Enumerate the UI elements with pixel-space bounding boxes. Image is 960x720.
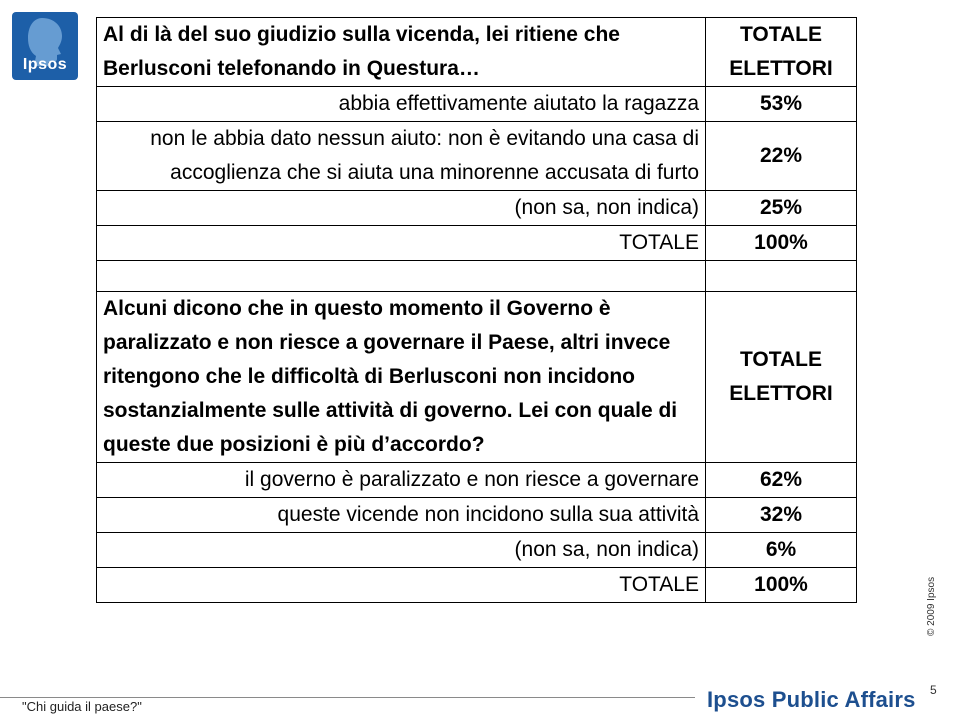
- spacer-cell: [97, 261, 706, 292]
- spacer-row: [97, 261, 857, 292]
- table-row: [97, 498, 857, 533]
- footer-divider: [0, 697, 695, 698]
- answer-value: 6%: [706, 533, 857, 568]
- answer-label: queste vicende non incidono sulla sua attività: [97, 498, 706, 533]
- table-row: [97, 191, 857, 226]
- answer-label: non le abbia dato nessun aiuto: non è evitando una casa di accoglienza che si aiuta una minorenne accusata di furto: [97, 122, 706, 191]
- answer-value: 22%: [706, 122, 857, 191]
- total-value: 100%: [706, 568, 857, 603]
- answer-value: 25%: [706, 191, 857, 226]
- answer-label: (non sa, non indica): [97, 533, 706, 568]
- survey-table: [96, 17, 857, 603]
- table-row: [97, 463, 857, 498]
- answer-label: abbia effettivamente aiutato la ragazza: [97, 87, 706, 122]
- table-row: [97, 533, 857, 568]
- ipsos-logo: [12, 12, 78, 80]
- question1-text: Al di là del suo giudizio sulla vicenda, lei ritiene che Berlusconi telefonando in Questura…: [97, 18, 706, 87]
- answer-label: (non sa, non indica): [97, 191, 706, 226]
- logo-text: Ipsos: [22, 56, 68, 73]
- total-label: TOTALE: [97, 568, 706, 603]
- answer-value: 62%: [706, 463, 857, 498]
- table-row: [97, 122, 857, 191]
- table-row-total: [97, 226, 857, 261]
- table-row: [97, 87, 857, 122]
- question1-row: [97, 18, 857, 87]
- spacer-cell: [706, 261, 857, 292]
- answer-label: il governo è paralizzato e non riesce a governare: [97, 463, 706, 498]
- question2-row: [97, 292, 857, 463]
- question2-text: Alcuni dicono che in questo momento il Governo è paralizzato e non riesce a governare il Paese, altri invece ritengono che le difficoltà di Berlusconi non incidono sostanzialmente sulle attività di governo. Lei con quale di queste due posizioni è più d’accordo?: [97, 292, 706, 463]
- footer-title: "Chi guida il paese?": [22, 699, 142, 714]
- total-value: 100%: [706, 226, 857, 261]
- table-row-total: [97, 568, 857, 603]
- question1-header: TOTALE ELETTORI: [706, 18, 857, 87]
- question2-header: TOTALE ELETTORI: [706, 292, 857, 463]
- answer-value: 53%: [706, 87, 857, 122]
- copyright-text: © 2009 Ipsos: [926, 576, 937, 636]
- page-number: 5: [930, 683, 937, 697]
- answer-value: 32%: [706, 498, 857, 533]
- total-label: TOTALE: [97, 226, 706, 261]
- brand-name: Ipsos Public Affairs: [707, 687, 916, 712]
